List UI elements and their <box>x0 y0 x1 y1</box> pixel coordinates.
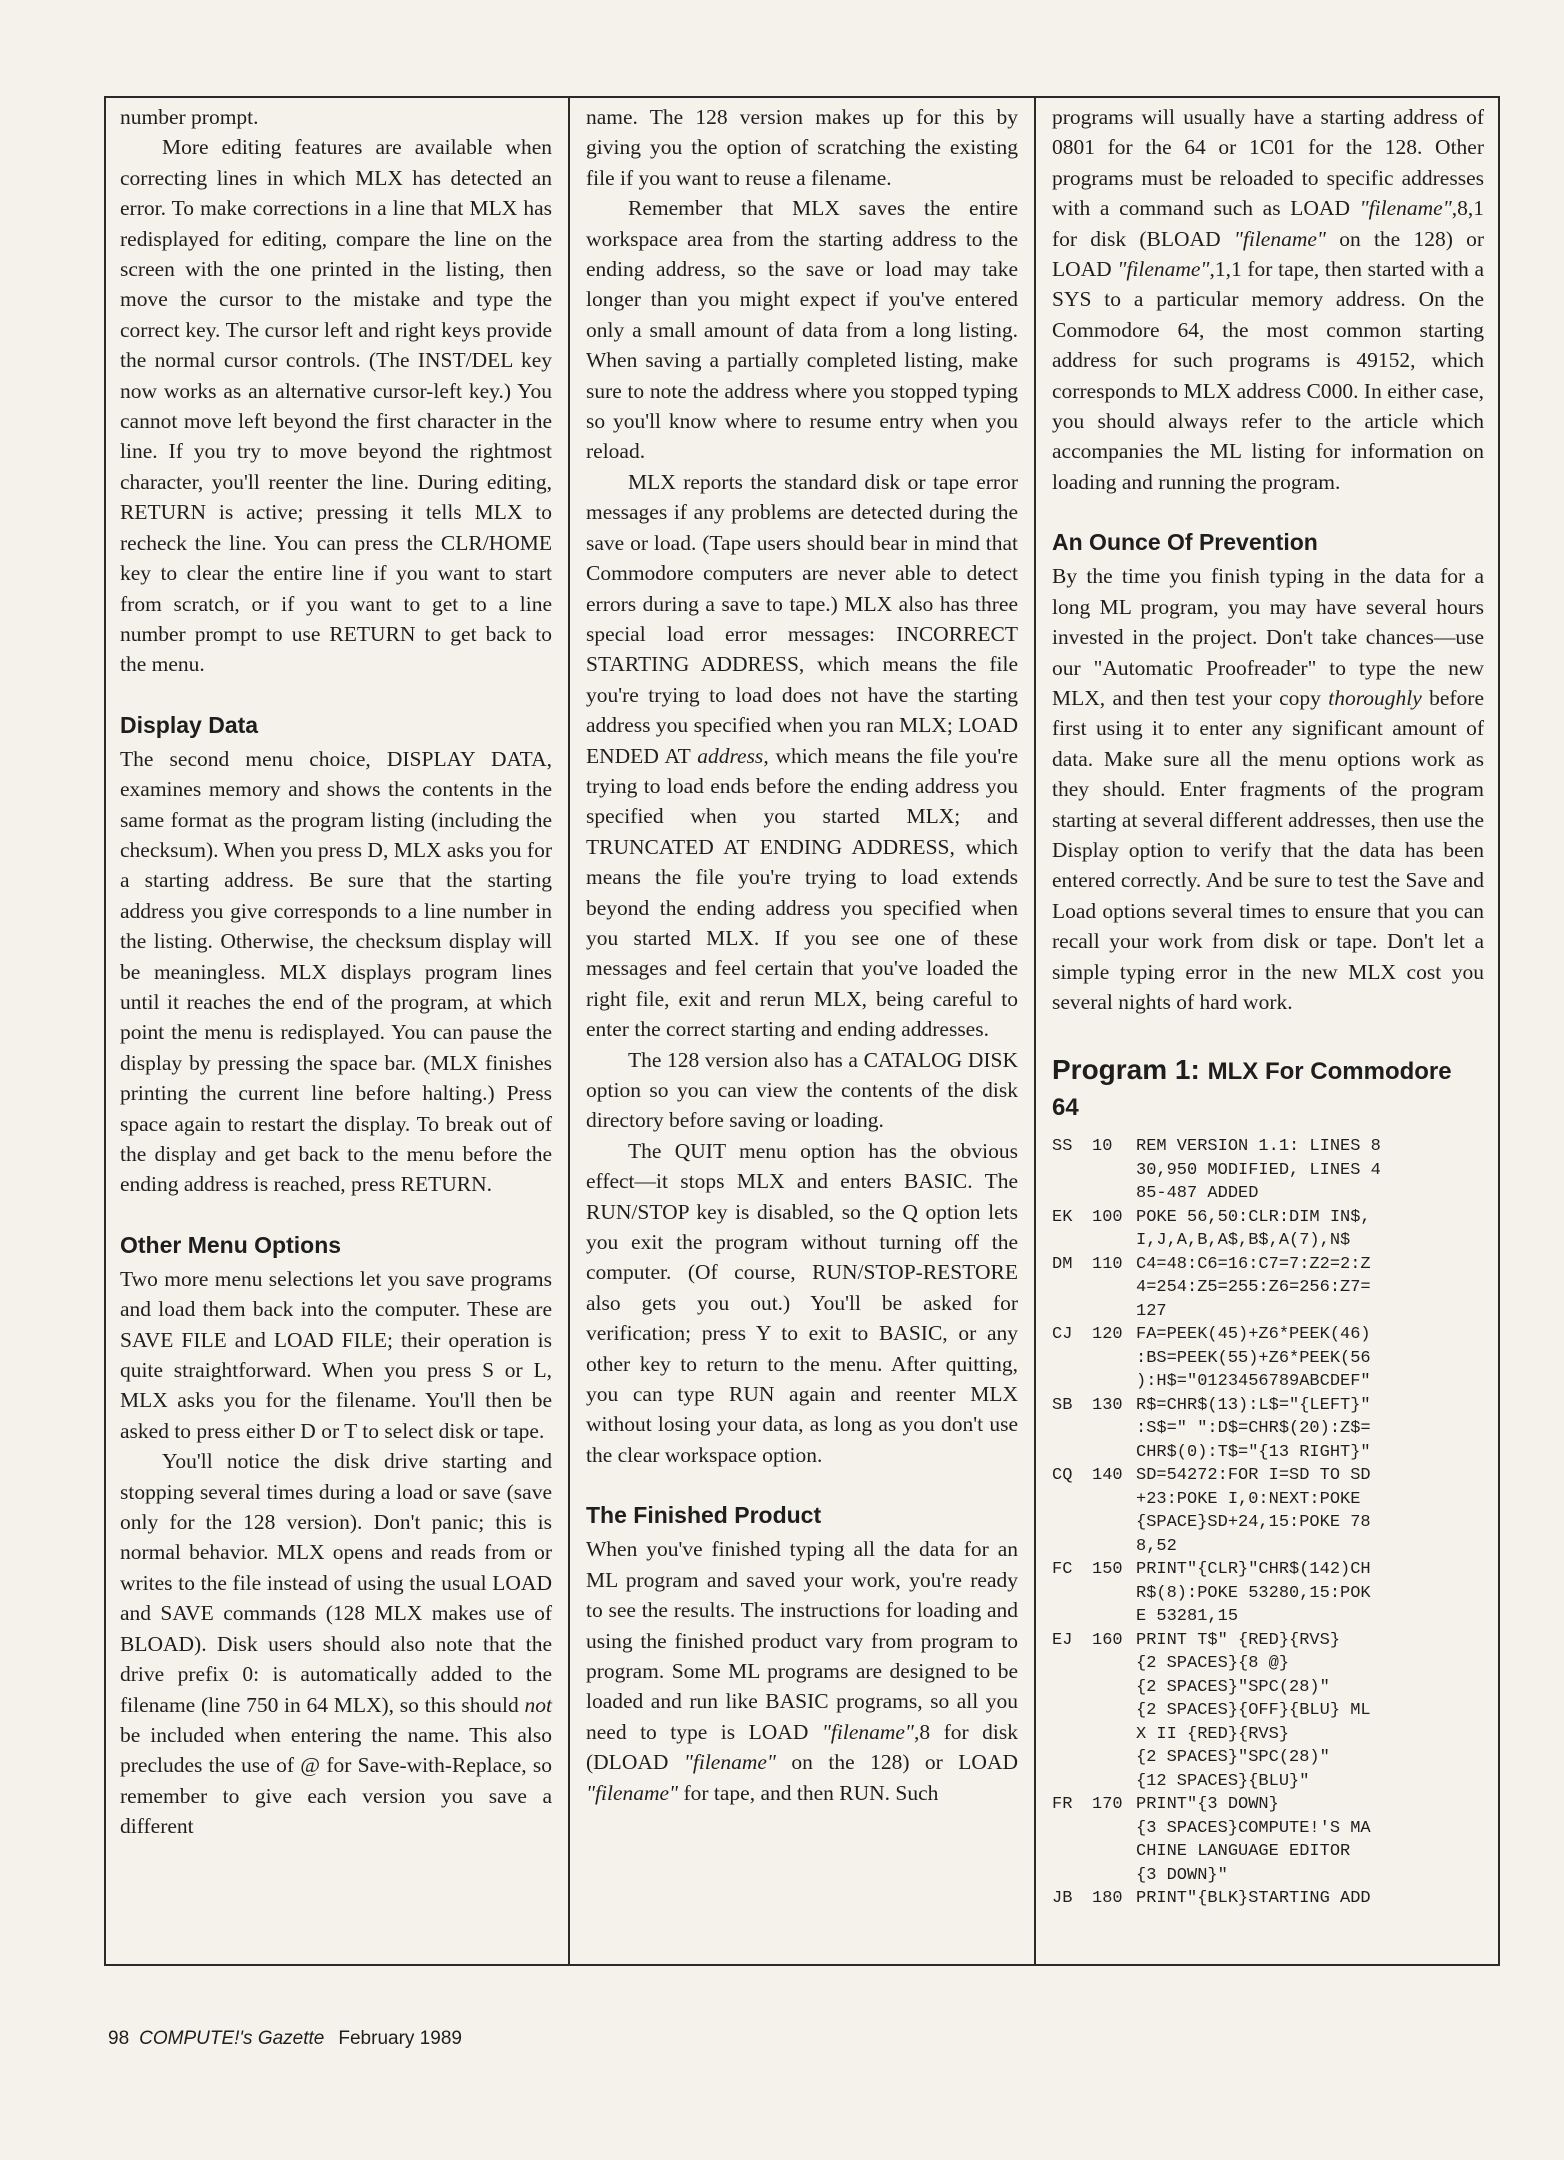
line-number <box>1092 1652 1136 1676</box>
paragraph: MLX reports the standard disk or tape error messages if any problems are detected during the save or load. (Tape users should bear in mind that Commodore computers are never able to detect errors during a save to tape.) MLX also has three special load error messages: INCORRECT STARTING ADDRESS, which means the file you're trying to load does not have the starting address you specified when you ran MLX; LOAD ENDED AT address, which means the file you're trying to load ends before the ending address you specified when you started MLX; and TRUNCATED AT ENDING ADDRESS, which means the file you're trying to load extends beyond the ending address you specified when you started MLX. If you see one of these messages and feel certain that you've loaded the right file, exit and rerun MLX, being careful to enter the correct starting and ending addresses. <box>586 469 1018 1042</box>
listing-line <box>1052 1629 1484 1653</box>
code: FA=PEEK(45)+Z6*PEEK(46) <box>1136 1325 1371 1345</box>
listing-line <box>1052 1770 1484 1794</box>
listing-line <box>1052 1370 1484 1394</box>
section-heading: An Ounce Of Prevention <box>1052 529 1318 556</box>
line-number: 150 <box>1092 1560 1123 1580</box>
checksum <box>1052 1276 1092 1300</box>
line-number <box>1092 1488 1136 1512</box>
checksum: FR <box>1052 1795 1073 1815</box>
issue-date: February 1989 <box>338 2028 462 2049</box>
checksum <box>1052 1770 1092 1794</box>
code: C4=48:C6=16:C7=7:Z2=2:Z <box>1136 1254 1371 1274</box>
listing-line <box>1052 1793 1484 1817</box>
listing-line <box>1052 1417 1484 1441</box>
listing-line <box>1052 1840 1484 1864</box>
checksum <box>1052 1159 1092 1183</box>
checksum: EK <box>1052 1207 1073 1227</box>
code: {2 SPACES}"SPC(28)" <box>1136 1748 1330 1768</box>
line-number <box>1092 1605 1136 1629</box>
listing-line <box>1052 1511 1484 1535</box>
line-number <box>1092 1840 1136 1864</box>
checksum <box>1052 1347 1092 1371</box>
program-title: Program 1: MLX For Commodore 64 <box>1052 1054 1452 1122</box>
listing-line <box>1052 1699 1484 1723</box>
paragraph: Remember that MLX saves the entire workspace area from the starting address to the ending address, so the save or load may take longer than you might expect if you've entered only a small amount of data from a long listing. When saving a partially completed listing, make sure to note the address where you stopped typing so you'll know where to resume entry when you reload. <box>586 196 1018 464</box>
line-number: 10 <box>1092 1137 1113 1157</box>
code: 30,950 MODIFIED, LINES 4 <box>1136 1160 1381 1180</box>
paragraph: number prompt. <box>120 105 259 129</box>
section-heading: Display Data <box>120 711 259 738</box>
code: CHR$(0):T$="{13 RIGHT}" <box>1136 1442 1371 1462</box>
paragraph: You'll notice the disk drive starting and stopping several times during a load or save (save only for the 128 version). Don't panic; this is normal behavior. MLX opens and reads from or writes to the file instead of using the usual LOAD and SAVE commands (128 MLX makes use of BLOAD). Disk users should also note that the drive prefix 0: is automatically added to the filename (line 750 in 64 MLX), so this should not be included when entering the name. This also precludes the use of @ for Save-with-Replace, so remember to give each version you save a different <box>120 1449 552 1839</box>
listing-line <box>1052 1182 1484 1206</box>
listing-line <box>1052 1535 1484 1559</box>
code: REM VERSION 1.1: LINES 8 <box>1136 1137 1381 1157</box>
checksum: CQ <box>1052 1466 1073 1486</box>
listing-line <box>1052 1394 1484 1418</box>
code: PRINT"{3 DOWN} <box>1136 1795 1279 1815</box>
line-number <box>1092 1347 1136 1371</box>
line-number: 140 <box>1092 1466 1123 1486</box>
code: E 53281,15 <box>1136 1607 1239 1627</box>
checksum <box>1052 1535 1092 1559</box>
line-number: 110 <box>1092 1254 1123 1274</box>
checksum <box>1052 1676 1092 1700</box>
line-number: 180 <box>1092 1889 1123 1909</box>
checksum <box>1052 1488 1092 1512</box>
line-number <box>1092 1370 1136 1394</box>
listing-line <box>1052 1206 1484 1230</box>
checksum <box>1052 1864 1092 1888</box>
line-number: 120 <box>1092 1325 1123 1345</box>
checksum <box>1052 1652 1092 1676</box>
code: {3 DOWN}" <box>1136 1865 1228 1885</box>
code: ):H$="0123456789ABCDEF" <box>1136 1372 1371 1392</box>
listing-line <box>1052 1300 1484 1324</box>
column-1 <box>104 96 570 1966</box>
checksum: EJ <box>1052 1630 1073 1650</box>
page-number: 98 <box>108 2028 130 2049</box>
line-number <box>1092 1300 1136 1324</box>
checksum: CJ <box>1052 1325 1073 1345</box>
line-number <box>1092 1535 1136 1559</box>
code: :BS=PEEK(55)+Z6*PEEK(56 <box>1136 1348 1371 1368</box>
listing-line <box>1052 1323 1484 1347</box>
magazine-name: COMPUTE!'s Gazette <box>139 2028 325 2049</box>
checksum <box>1052 1370 1092 1394</box>
checksum: DM <box>1052 1254 1073 1274</box>
line-number <box>1092 1441 1136 1465</box>
code: CHINE LANGUAGE EDITOR <box>1136 1842 1351 1862</box>
line-number <box>1092 1864 1136 1888</box>
line-number: 160 <box>1092 1630 1123 1650</box>
line-number <box>1092 1817 1136 1841</box>
checksum <box>1052 1417 1092 1441</box>
column-3 <box>1036 96 1500 1966</box>
code: :S$=" ":D$=CHR$(20):Z$= <box>1136 1419 1371 1439</box>
listing-line <box>1052 1347 1484 1371</box>
line-number <box>1092 1699 1136 1723</box>
listing-line <box>1052 1676 1484 1700</box>
listing-line <box>1052 1488 1484 1512</box>
column-2 <box>570 96 1036 1966</box>
code: 8,52 <box>1136 1536 1177 1556</box>
listing-line <box>1052 1135 1484 1159</box>
listing-line <box>1052 1817 1484 1841</box>
listing-line <box>1052 1159 1484 1183</box>
code: X II {RED}{RVS} <box>1136 1724 1290 1744</box>
checksum <box>1052 1182 1092 1206</box>
listing-line <box>1052 1464 1484 1488</box>
line-number <box>1092 1159 1136 1183</box>
listing-line <box>1052 1558 1484 1582</box>
paragraph: name. The 128 version makes up for this by giving you the option of scratching the existing file if you want to reuse a filename. <box>586 105 1018 190</box>
checksum <box>1052 1300 1092 1324</box>
listing-line <box>1052 1229 1484 1253</box>
listing-line <box>1052 1441 1484 1465</box>
checksum: FC <box>1052 1560 1073 1580</box>
paragraph: By the time you finish typing in the data for a long ML program, you may have several hours invested in the project. Don't take chances—use our "Automatic Proofreader" to type the new MLX, and then test your copy thoroughly before first using it to enter any significant amount of data. Make sure all the menu options work as they should. Enter fragments of the program starting at several different addresses, then use the Display option to verify that the data has been entered correctly. And be sure to test the Save and Load options several times to ensure that you can recall your work from disk or tape. Don't let a simple typing error in the new MLX cost you several nights of hard work. <box>1052 564 1485 1014</box>
code: {2 SPACES}{8 @} <box>1136 1654 1290 1674</box>
listing-line <box>1052 1276 1484 1300</box>
line-number <box>1092 1276 1136 1300</box>
section-heading: The Finished Product <box>586 1502 822 1529</box>
listing-line <box>1052 1605 1484 1629</box>
checksum: SB <box>1052 1395 1073 1415</box>
checksum <box>1052 1699 1092 1723</box>
line-number: 130 <box>1092 1395 1123 1415</box>
checksum <box>1052 1441 1092 1465</box>
code: I,J,A,B,A$,B$,A(7),N$ <box>1136 1231 1351 1251</box>
line-number <box>1092 1676 1136 1700</box>
paragraph: programs will usually have a starting address of 0801 for the 64 or 1C01 for the 128. Other programs must be reloaded to specific addresses with a command such as LOAD "filename",8,1 for disk (BLOAD "filename" on the 128) or LOAD "filename",1,1 for tape, then started with a SYS to a particular memory address. On the Commodore 64, the most common starting address for such programs is 49152, which corresponds to MLX address C000. In either case, you should always refer to the article which accompanies the ML listing for information on loading and running the program. <box>1052 105 1485 494</box>
checksum <box>1052 1511 1092 1535</box>
checksum <box>1052 1229 1092 1253</box>
line-number <box>1092 1723 1136 1747</box>
code: {SPACE}SD+24,15:POKE 78 <box>1136 1513 1371 1533</box>
listing-line <box>1052 1652 1484 1676</box>
listing-line <box>1052 1582 1484 1606</box>
checksum <box>1052 1840 1092 1864</box>
paragraph: The second menu choice, DISPLAY DATA, examines memory and shows the contents in the same format as the program listing (including the checksum). When you press D, MLX asks you for a starting address. Be sure that the starting address you give corresponds to a line number in the listing. Otherwise, the checksum display will be meaningless. MLX displays program lines until it reaches the end of the program, at which point the menu is redisplayed. You can pause the display by pressing the space bar. (MLX finishes printing the current line before halting.) Press space again to restart the display. To break out of the display and get back to the menu before the ending address is reached, press RETURN. <box>120 746 552 1197</box>
line-number: 170 <box>1092 1795 1123 1815</box>
code: PRINT"{BLK}STARTING ADD <box>1136 1889 1371 1909</box>
listing-line <box>1052 1864 1484 1888</box>
paragraph: More editing features are available when correcting lines in which MLX has detected an error. To make corrections in a line that MLX has redisplayed for editing, compare the line on the screen with the one printed in the listing, then move the cursor to the mistake and type the correct key. The cursor left and right keys provide the normal cursor controls. (The INST/DEL key now works as an alternative cursor-left key.) You cannot move left beyond the first character in the line. If you try to move beyond the rightmost character, you'll reenter the line. During editing, RETURN is active; pressing it tells MLX to recheck the line. You can press the CLR/HOME key to clear the entire line if you want to start from scratch, or if you want to get to a line number prompt to use RETURN to get back to the menu. <box>120 135 552 677</box>
paragraph: The 128 version also has a CATALOG DISK option so you can view the contents of the disk directory before saving or loading. <box>586 1047 1018 1133</box>
paragraph: When you've finished typing all the data for an ML program and saved your work, you're ready to see the results. The instructions for loading and using the finished product vary from program to program. Some ML programs are designed to be loaded and run like BASIC programs, so all you need to type is LOAD "filename",8 for disk (DLOAD "filename" on the 128) or LOAD "filename" for tape, and then RUN. Such <box>586 1537 1018 1805</box>
code: {2 SPACES}{OFF}{BLU} ML <box>1136 1701 1371 1721</box>
code: R$=CHR$(13):L$="{LEFT}" <box>1136 1395 1371 1415</box>
listing-line <box>1052 1746 1484 1770</box>
section-heading: Other Menu Options <box>120 1231 342 1258</box>
checksum <box>1052 1723 1092 1747</box>
line-number <box>1092 1582 1136 1606</box>
code: POKE 56,50:CLR:DIM IN$, <box>1136 1207 1371 1227</box>
code: PRINT"{CLR}"CHR$(142)CH <box>1136 1560 1371 1580</box>
code: PRINT T$" {RED}{RVS} <box>1136 1630 1341 1650</box>
line-number <box>1092 1511 1136 1535</box>
line-number <box>1092 1746 1136 1770</box>
listing-line <box>1052 1723 1484 1747</box>
code: 4=254:Z5=255:Z6=256:Z7= <box>1136 1278 1371 1298</box>
code: {12 SPACES}{BLU}" <box>1136 1771 1310 1791</box>
line-number <box>1092 1229 1136 1253</box>
paragraph: Two more menu selections let you save programs and load them back into the computer. These are SAVE FILE and LOAD FILE; their operation is quite straightforward. When you press S or L, MLX asks you for the filename. You'll then be asked to press either D or T to select disk or tape. <box>120 1266 552 1443</box>
code: 127 <box>1136 1301 1167 1321</box>
code: R$(8):POKE 53280,15:POK <box>1136 1583 1371 1603</box>
page-footer <box>108 2028 462 2050</box>
program-listing <box>1052 1135 1484 1911</box>
line-number <box>1092 1770 1136 1794</box>
code: SD=54272:FOR I=SD TO SD <box>1136 1466 1371 1486</box>
line-number <box>1092 1417 1136 1441</box>
line-number: 100 <box>1092 1207 1123 1227</box>
checksum <box>1052 1582 1092 1606</box>
checksum: SS <box>1052 1137 1073 1157</box>
checksum <box>1052 1746 1092 1770</box>
code: 85-487 ADDED <box>1136 1184 1259 1204</box>
line-number <box>1092 1182 1136 1206</box>
listing-line <box>1052 1253 1484 1277</box>
checksum <box>1052 1817 1092 1841</box>
paragraph: The QUIT menu option has the obvious effect—it stops MLX and enters BASIC. The RUN/STOP key is disabled, so the Q option lets you exit the program without turning off the computer. (Of course, RUN/STOP-RESTORE also gets you out.) You'll be asked for verification; press Y to exit to BASIC, or any other key to return to the menu. After quitting, you can type RUN again and reenter MLX without losing your data, as long as you don't use the clear workspace option. <box>586 1138 1018 1467</box>
checksum: JB <box>1052 1889 1073 1909</box>
code: +23:POKE I,0:NEXT:POKE <box>1136 1489 1361 1509</box>
listing-line <box>1052 1887 1484 1911</box>
code: {2 SPACES}"SPC(28)" <box>1136 1677 1330 1697</box>
code: {3 SPACES}COMPUTE!'S MA <box>1136 1818 1371 1838</box>
checksum <box>1052 1605 1092 1629</box>
